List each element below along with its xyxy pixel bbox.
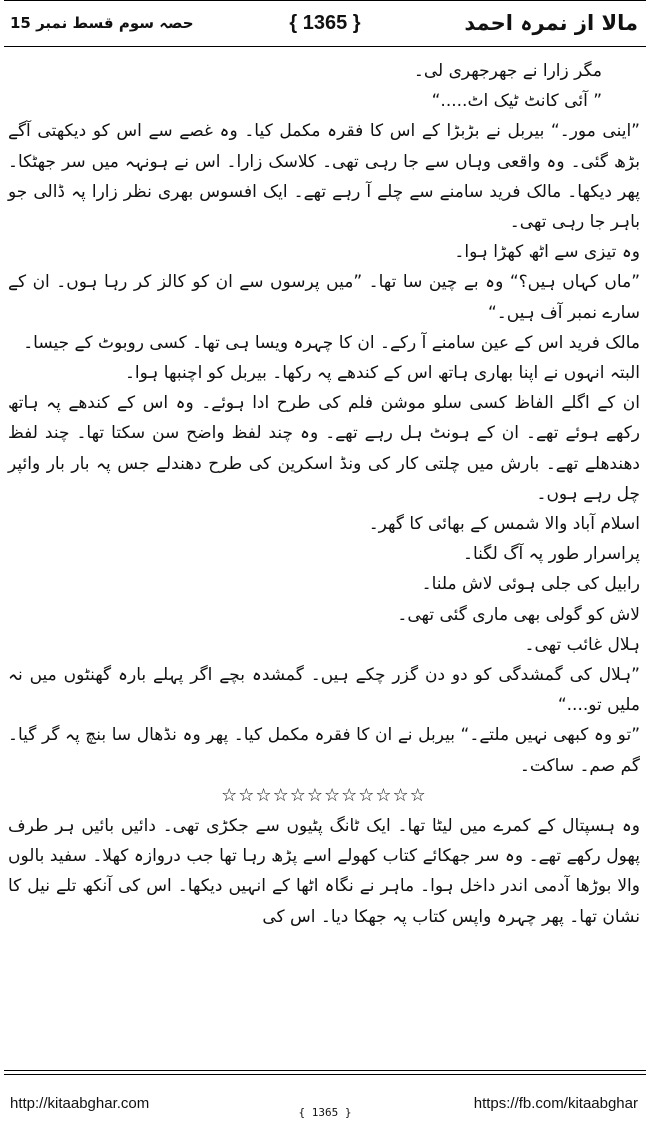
- footer-divider-secondary: [4, 1074, 646, 1075]
- paragraph: مالک فرید اس کے عین سامنے آ رکے۔ ان کا چہرہ ویسا ہی تھا۔ کسی روبوٹ کے جیسا۔: [23, 332, 640, 353]
- paragraph: ”ہلال کی گمشدگی کو دو دن گزر چکے ہیں۔ گمشدہ بچے اگر پہلے بارہ گھنٹوں میں نہ ملیں تو....“: [8, 665, 640, 716]
- paragraph: ان کے اگلے الفاظ کسی سلو موشن فلم کی طرح ادا ہوئے۔ وہ اس کے کندھے پہ ہاتھ رکھے ہوئے تھے۔ ان کے ہونٹ ہل رہے تھے۔ وہ چند لفظ واضح سن سکتا تھا۔ چند لفظ دھندھلے تھے۔ بارش میں چلتی کار کی ونڈ اسکرین کی طرح دھندلے جس پہ بار بار وائپر چل رہے ہوں۔: [8, 393, 640, 504]
- page-number-header: { 1365 }: [289, 11, 361, 34]
- paragraph: ہلال غائب تھی۔: [524, 634, 640, 655]
- paragraph: پراسرار طور پہ آگ لگنا۔: [463, 544, 640, 565]
- paragraph: البتہ انہوں نے اپنا بھاری ہاتھ اس کے کندھے پہ رکھا۔ بیربل کو اچنبھا ہوا۔: [124, 363, 640, 384]
- page-number-footer: { 1365 }: [298, 1106, 352, 1119]
- book-title: مالا از نمرہ احمد: [464, 11, 638, 35]
- paragraph: ”ماں کہاں ہیں؟“ وہ بے چین سا تھا۔ ”میں پرسوں سے ان کو کالز کر رہا ہوں۔ ان کے سارے نمبر آف ہیں۔“: [8, 272, 640, 323]
- paragraph: مگر زارا نے جھرجھری لی۔: [413, 61, 602, 81]
- footer-link-facebook[interactable]: https://fb.com/kitaabghar: [473, 1095, 638, 1112]
- paragraph: لاش کو گولی بھی ماری گئی تھی۔: [397, 604, 640, 625]
- paragraph: رابیل کی جلی ہوئی لاش ملنا۔: [421, 574, 640, 595]
- part-label: حصہ سوم قسط نمبر 15: [10, 14, 194, 32]
- paragraph: ” آئی کانٹ ٹیک اٹ.....“: [431, 91, 602, 112]
- paragraph: اسلام آباد والا شمس کے بھائی کا گھر۔: [368, 514, 640, 535]
- section-separator: ☆☆☆☆☆☆☆☆☆☆☆☆: [221, 784, 427, 806]
- footer-link-website[interactable]: http://kitaabghar.com: [10, 1095, 150, 1112]
- paragraph: وہ ہسپتال کے کمرے میں لیٹا تھا۔ ایک ٹانگ پٹیوں سے جکڑی تھی۔ دائیں بائیں ہر طرف پھول رکھے تھے۔ وہ سر جھکائے کتاب کھولے اسے پڑھ رہا تھا جب دروازہ کھلا۔ سفید بالوں والا بوڑھا آدمی اندر داخل ہوا۔ ماہر نے نگاہ اٹھا کے انہیں دیکھا۔ اس کی آنکھ تلے نیل کا نشان تھا۔ پھر چہرہ واپس کتاب پہ جھکا دیا۔ اس کی: [8, 816, 640, 927]
- paragraph: ”اینی مور۔“ بیربل نے بڑبڑا کے اس کا فقرہ مکمل کیا۔ وہ غصے سے اس کو دیکھتی آگے بڑھ گئی۔ وہ واقعی وہاں سے جا رہی تھی۔ کلاسک زارا۔ اس نے ہونہہ میں سر جھٹکا۔ پھر دیکھا۔ مالک فرید سامنے سے چلے آ رہے تھے۔ ایک افسوس بھری نظر زارا پہ ڈالی جو باہر جا رہی تھی۔: [8, 121, 640, 233]
- page-body: [8, 56, 640, 1056]
- paragraph: ”تو وہ کبھی نہیں ملتے۔“ بیربل نے ان کا فقرہ مکمل کیا۔ پھر وہ نڈھال سا بنچ پہ گر گیا۔ گم صم۔ ساکت۔: [8, 725, 640, 776]
- footer-divider: [4, 1070, 646, 1071]
- header-divider: [4, 46, 646, 47]
- paragraph: وہ تیزی سے اٹھ کھڑا ہوا۔: [454, 242, 640, 263]
